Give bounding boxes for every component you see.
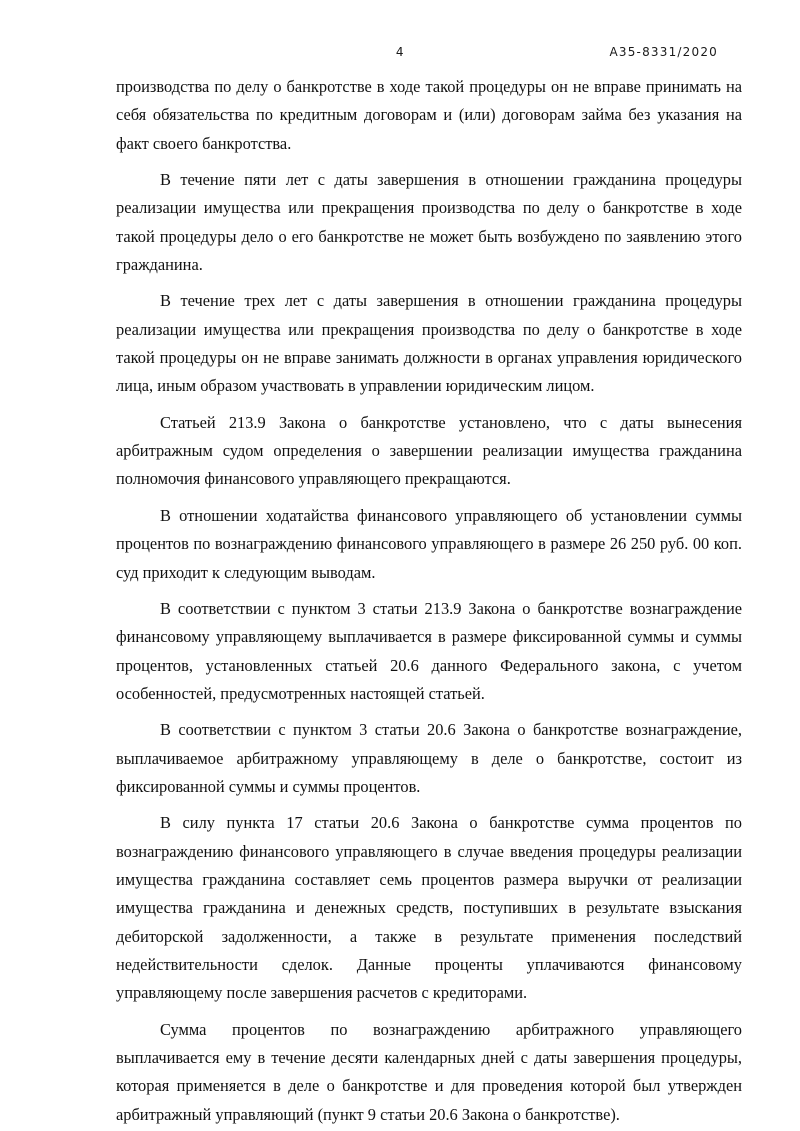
paragraph: В отношении ходатайства финансового управляющего об установлении суммы процентов по вознаграждению финансового управляющего в размере 26 250 руб. 00 коп. суд приходит к следующим выводам.: [116, 505, 742, 582]
paragraph: В течение пяти лет с даты завершения в отношении гражданина процедуры реализации имущества или прекращения производства по делу о банкротстве в ходе такой процедуры дело о его банкротстве не может быть возбуждено по заявлению этого гражданина.: [116, 170, 742, 275]
paragraph: производства по делу о банкротстве в ходе такой процедуры он не вправе принимать на себя обязательства по кредитным договорам и (или) договорам займа без указания на факт своего банкротства.: [116, 77, 742, 153]
page-number: 4: [395, 45, 405, 59]
paragraph: В соответствии с пунктом 3 статьи 213.9 Закона о банкротстве вознаграждение финансовому управляющему выплачивается в размере фиксированной суммы и суммы процентов, установленных статьей 20.6 данного Федерального закона, с учетом особенностей, предусмотренных настоящей статьей.: [116, 598, 742, 703]
paragraph: Статьей 213.9 Закона о банкротстве установлено, что с даты вынесения арбитражным судом определения о завершении реализации имущества гражданина полномочия финансового управляющего прекращаются.: [116, 412, 742, 489]
document-body: [116, 73, 742, 1129]
paragraph: В течение трех лет с даты завершения в отношении гражданина процедуры реализации имущества или прекращения производства по делу о банкротстве в ходе такой процедуры он не вправе занимать должности в органах управления юридического лица, иным образом участвовать в управлении юридическим лицом.: [116, 291, 742, 396]
paragraph: В силу пункта 17 статьи 20.6 Закона о банкротстве сумма процентов по вознаграждению финансового управляющего в случае введения процедуры реализации имущества гражданина составляет семь процентов размера выручки от реализации имущества гражданина и денежных средств, поступивших в результате взыскания дебиторской задолженности, а также в результате применения последствий недействительности сделок. Данные проценты уплачиваются финансовому управляющему после завершения расчетов с кредиторами.: [116, 813, 742, 1003]
paragraph: Сумма процентов по вознаграждению арбитражного управляющего выплачивается ему в течение десяти календарных дней с даты завершения процедуры, которая применяется в деле о банкротстве и для проведения которой был утвержден арбитражный управляющий (пункт 9 статьи 20.6 Закона о банкротстве).: [116, 1019, 742, 1124]
paragraph: В соответствии с пунктом 3 статьи 20.6 Закона о банкротстве вознаграждение, выплачиваемое арбитражному управляющему в деле о банкротстве, состоит из фиксированной суммы и суммы процентов.: [116, 720, 742, 796]
case-number: А35-8331/2020: [609, 45, 718, 59]
